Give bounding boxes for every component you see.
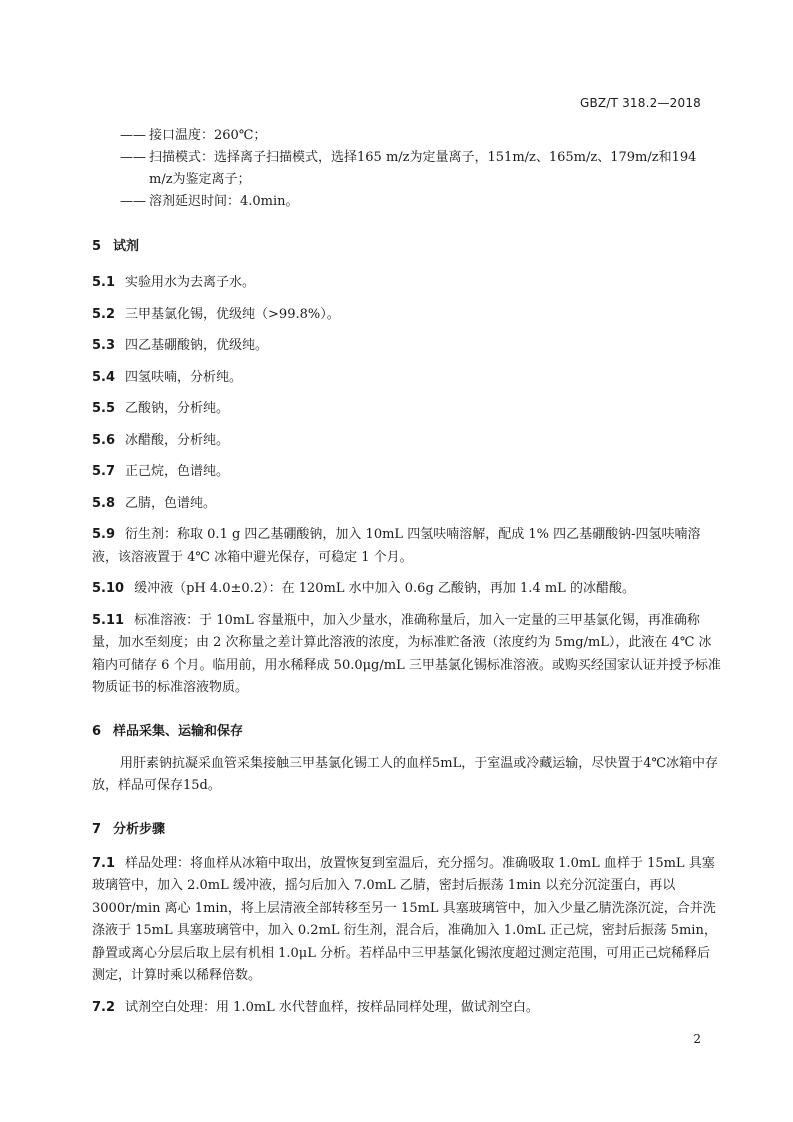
clause-5-1: 5.1 实验用水为去离子水。: [92, 275, 256, 290]
page-number: 2: [693, 1032, 701, 1046]
clause-5-3: 5.3 四乙基硼酸钠，优级纯。: [92, 338, 269, 353]
clause-5-9: 5.9 衍生剂：称取 0.1 g 四乙基硼酸钠，加入 10mL 四氢呋喃溶解，配成 1% 四乙基硼酸钠-四氢呋喃溶液，该溶液置于 4℃ 冰箱中避光保存，可稳定 1 个月。: [92, 527, 701, 565]
page-content: [92, 125, 722, 1019]
clause-5-8: 5.8 乙腈，色谱纯。: [92, 495, 217, 511]
param-item: —— 扫描模式：选择离子扫描模式，选择165 m/z为定量离子，151m/z、165m/z、179m/z和194 m/z为鉴定离子；: [120, 150, 697, 187]
param-item: —— 接口温度：260℃；: [120, 128, 267, 143]
clause-5-11: 5.11 标准溶液：于 10mL 容量瓶中，加入少量水，准确称量后，加入一定量的三甲基氯化锡，再准确称量，加水至刻度；由 2 次称量之差计算此溶液的浓度，为标准贮备液（浓度约为 5mg/mL），此液在 4℃ 冰箱内可储存 6 个月。临用前，用水稀释成 50.0μg/mL 三甲基氯化锡标准溶液。或购买经国家认证并授予标准物质证书的标准溶液物质。: [92, 612, 721, 695]
clause-5-2: 5.2 三甲基氯化锡，优级纯（>99.8%）。: [92, 306, 340, 322]
standard-code: GBZ/T 318.2—2018: [579, 96, 701, 110]
section-6-title: 6 样品采集、运输和保存: [92, 723, 244, 739]
clause-5-6: 5.6 冰醋酸，分析纯。: [92, 432, 230, 448]
section-7-title: 7 分析步骤: [92, 821, 166, 837]
section-5-title: 5 试剂: [92, 239, 140, 254]
clause-5-10: 5.10 缓冲液（pH 4.0±0.2）：在 120mL 水中加入 0.6g 乙酸钠，再加 1.4 mL 的冰醋酸。: [92, 581, 635, 596]
clause-7-1: 7.1 样品处理：将血样从冰箱中取出，放置恢复到室温后，充分摇匀。准确吸取 1.0mL 血样于 15mL 具塞玻璃管中，加入 2.0mL 缓冲液，摇匀后加入 7.0mL 乙腈，密封后振荡 1min 以充分沉淀蛋白，再以 3000r/min 离心 1min，将上层清液全部转移至另一 15mL 具塞玻璃管中，加入少量乙腈洗涤沉淀，合并洗涤液于 15mL 具塞玻璃管中，加入 0.2mL 衍生剂，混合后，准确加入 1.0mL 正己烷，密封后振荡 5min，静置或离心分层后取上层有机相 1.0μL 分析。若样品中三甲基氯化锡浓度超过测定范围，可用正己烷稀释后测定，计算时乘以稀释倍数。: [92, 855, 717, 983]
clause-5-4: 5.4 四氢呋喃，分析纯。: [92, 369, 243, 385]
section-6-paragraph: 用肝素钠抗凝采血管采集接触三甲基氯化锡工人的血样5mL，于室温或冷藏运输，尽快置于4℃冰箱中存放，样品可保存15d。: [92, 755, 719, 793]
clause-5-7: 5.7 正己烷，色谱纯。: [92, 464, 230, 479]
instrument-params-list: [92, 125, 722, 213]
param-item: —— 溶剂延迟时间：4.0min。: [120, 194, 299, 209]
clause-5-5: 5.5 乙酸钠，分析纯。: [92, 401, 230, 416]
clause-7-2: 7.2 试剂空白处理：用 1.0mL 水代替血样，按样品同样处理，做试剂空白。: [92, 999, 539, 1015]
